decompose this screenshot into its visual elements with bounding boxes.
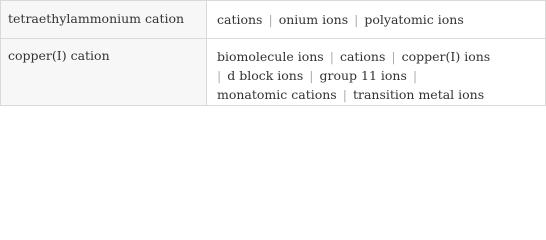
value-item: d block ions (227, 68, 304, 83)
separator: | (391, 49, 396, 64)
value-item: cations (217, 12, 263, 27)
table-row (1, 38, 545, 105)
value-item: group 11 ions (319, 68, 407, 83)
value-item: polyatomic ions (364, 12, 464, 27)
row-label-text: tetraethylammonium cation (8, 11, 185, 26)
value-item: copper(I) ions (401, 49, 491, 64)
value-item: onium ions (278, 12, 349, 27)
separator: | (412, 68, 418, 83)
row-label-text: copper(I) cation (8, 48, 110, 63)
separator: | (268, 12, 273, 27)
value-item: biomolecule ions (217, 49, 324, 64)
classification-table (0, 0, 546, 106)
row-values (207, 1, 545, 38)
separator: | (342, 87, 347, 102)
table-row (1, 1, 545, 38)
row-label (1, 39, 207, 105)
value-item: transition metal ions (352, 87, 485, 102)
separator: | (309, 68, 314, 83)
value-item: monatomic cations (217, 87, 337, 102)
separator: | (329, 49, 334, 64)
separator: | (354, 12, 359, 27)
value-item: cations (339, 49, 386, 64)
row-label (1, 1, 207, 38)
row-values (207, 39, 545, 105)
separator: | (217, 68, 222, 83)
